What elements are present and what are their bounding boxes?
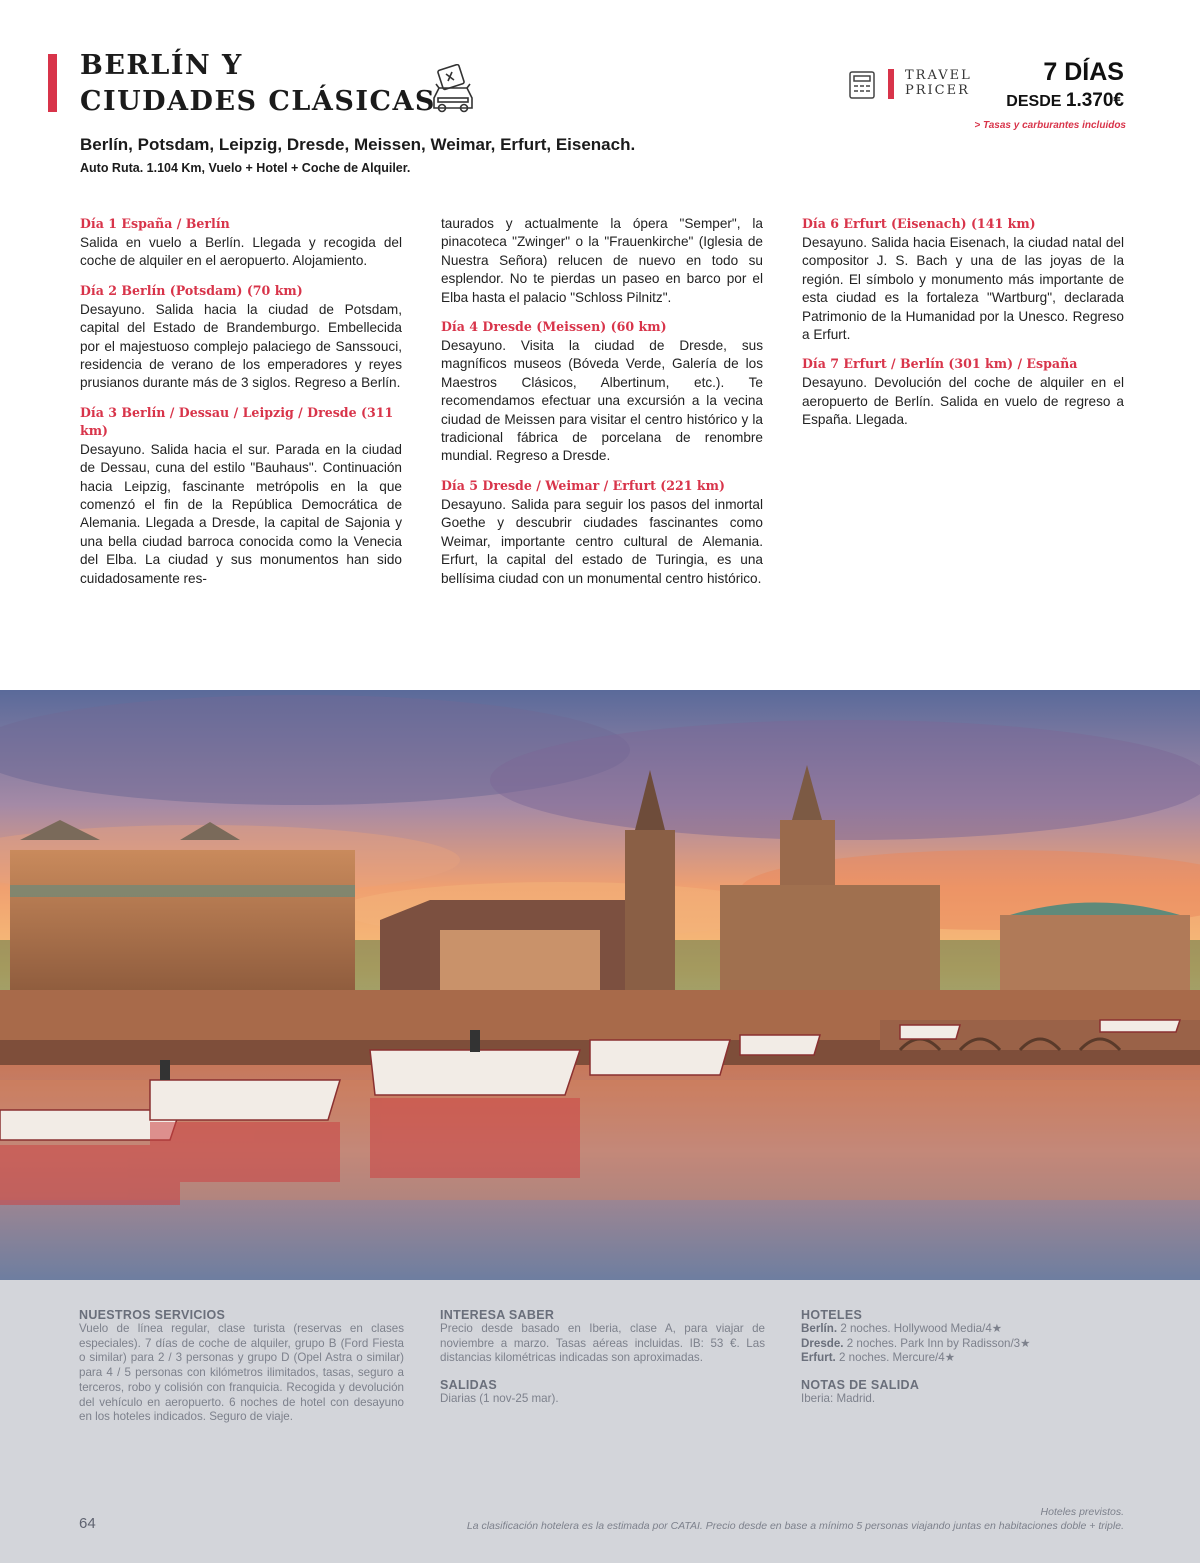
travel-pricer-label <box>905 68 972 98</box>
day-2-title: Día 2 Berlín (Potsdam) (70 km) <box>80 282 303 298</box>
day-7-title: Día 7 Erfurt / Berlín (301 km) / España <box>802 356 1078 372</box>
fly-drive-car-icon <box>426 64 480 116</box>
hotel-erfurt-text: 2 noches. Mercure/4★ <box>839 1351 956 1365</box>
page-number: 64 <box>79 1515 96 1532</box>
services-heading: NUESTROS SERVICIOS <box>79 1308 226 1322</box>
itinerary-column-2 <box>441 215 763 588</box>
hotel-dresde <box>801 1337 1126 1352</box>
day-3-title: Día 3 Berlín / Dessau / Leipzig / Dresde (311 km) <box>80 404 394 438</box>
day-4-text: Desayuno. Visita la ciudad de Dresde, sus magníficos museos (Bóveda Verde, Galería de los Maestros Clásicos, Albertinum, etc.). Te recomendamos efectuar una excursión a la vecina ciudad de Meissen para visitar el centro histórico y la tradicional fábrica de porcelana de renombre mundial. Regreso a Dresde. <box>441 338 763 464</box>
day-3-text-continued: taurados y actualmente la ópera "Semper", la pinacoteca "Zwinger" o la "Frauenkirche" (Iglesia de Nuestra Señora) relucen de nuevo en todo su esplendor. No te pierdas un paseo en barco por el Elba hasta el palacio "Schloss Pilnitz". <box>441 216 763 305</box>
hotel-erfurt-city: Erfurt. <box>801 1351 836 1365</box>
taxes-included-note: > Tasas y carburantes incluidos <box>974 120 1126 131</box>
day-1-text: Salida en vuelo a Berlín. Llegada y recogida del coche de alquiler en el aeropuerto. Alojamiento. <box>80 235 402 269</box>
hotel-dresde-text: 2 noches. Park Inn by Radisson/3★ <box>846 1336 1031 1350</box>
day-6-title: Día 6 Erfurt (Eisenach) (141 km) <box>802 216 1036 231</box>
day-6-text: Desayuno. Salida hacia Eisenach, la ciudad natal del compositor J. S. Bach y una de las joyas de la región. El símbolo y monumento más importante de esta ciudad es la fortaleza "Wartburg", declarada Patrimonio de la Humanidad por la Unesco. Regreso a Erfurt. <box>802 235 1124 343</box>
services-column <box>79 1308 404 1425</box>
hotel-dresde-city: Dresde. <box>801 1336 844 1350</box>
hotel-erfurt <box>801 1351 1126 1366</box>
services-text: Vuelo de línea regular, clase turista (reservas en clases especiales). 7 días de coche de alquiler, grupo B (Ford Fiesta o similar) para 2 / 3 personas y grupo D (Opel Astra o similar) para 4 / 5 personas con kilómetros ilimitados, tasas, seguro a terceros, robo y colisión con franquicia. Recogida y devolución del vehículo en aeropuerto. 6 noches de hotel con desayuno en los hoteles indicados. Seguro de viaje. <box>79 1322 404 1424</box>
pricer-line-2: PRICER <box>905 83 970 98</box>
interesa-column <box>440 1308 765 1407</box>
title-line-1: BERLÍN Y <box>80 50 243 81</box>
hotels-heading: HOTELES <box>801 1308 863 1322</box>
day-7-text: Desayuno. Devolución del coche de alquiler en el aeropuerto de Berlín. Salida en vuelo de regreso a España. Llegada. <box>802 375 1124 428</box>
price-prefix: DESDE <box>1006 93 1062 110</box>
hotel-berlin-text: 2 noches. Hollywood Media/4★ <box>840 1322 1003 1335</box>
hotel-berlin-city: Berlín. <box>801 1322 838 1335</box>
title-accent-bar <box>48 54 57 112</box>
day-2-text: Desayuno. Salida hacia la ciudad de Potsdam, capital del Estado de Brandemburgo. Embellecida por el majestuoso complejo palaciego de Sanssouci, residencia de verano de los emperadores y reyes prusianos durante más de 3 siglos. Regreso a Berlín. <box>80 301 402 391</box>
hotels-column <box>801 1308 1126 1407</box>
dresden-skyline-photo <box>0 690 1200 1280</box>
pricer-line-1: TRAVEL <box>905 68 972 83</box>
price-from <box>1006 90 1124 112</box>
page-title <box>80 48 436 120</box>
itinerary-column-1 <box>80 215 402 588</box>
day-5-text: Desayuno. Salida para seguir los pasos del inmortal Goethe y descubrir ciudades fascinantes como Weimar, importante centro cultural de Alemania. Erfurt, la capital del estado de Turingia, es una bellísima ciudad con un monumental centro histórico. <box>441 496 763 586</box>
trip-duration: 7 DÍAS <box>1043 58 1124 86</box>
salidas-heading: SALIDAS <box>440 1378 497 1393</box>
footer-note-classification: La clasificación hotelera es la estimada por CATAI. Precio desde en base a mínimo 5 personas viajando juntas en habitaciones doble + triple. <box>466 1520 1124 1532</box>
price-value: 1.370€ <box>1065 90 1124 111</box>
interesa-heading: INTERESA SABER <box>440 1308 555 1322</box>
pricer-calculator-icon <box>848 70 876 100</box>
trip-subtitle: Auto Ruta. 1.104 Km, Vuelo + Hotel + Coche de Alquiler. <box>80 161 411 175</box>
interesa-text: Precio desde basado en Iberia, clase A, para viajar de noviembre a marzo. Tasas aéreas incluidas. IB: 53 €. Las distancias kilométricas indicadas son aproximadas. <box>440 1322 765 1365</box>
salidas-text: Diarias (1 nov-25 mar). <box>440 1392 559 1406</box>
footer-note-hotels: Hoteles previstos. <box>1040 1506 1124 1518</box>
day-4-title: Día 4 Dresde (Meissen) (60 km) <box>441 319 667 335</box>
itinerary-column-3 <box>802 215 1124 430</box>
day-5-title: Día 5 Dresde / Weimar / Erfurt (221 km) <box>441 477 725 493</box>
cities-list: Berlín, Potsdam, Leipzig, Dresde, Meissen, Weimar, Erfurt, Eisenach. <box>80 135 636 154</box>
day-3-text: Desayuno. Salida hacia el sur. Parada en la ciudad de Dessau, cuna del estilo "Bauhaus". Continuación hacia Leipzig, fascinante metrópolis en la que comenzó el fin de la República Democrática de Alemania. Llegada a Dresde, la capital de Sajonia y una bella ciudad barroca conocida como la Venecia del Elba. La ciudad y sus monumentos han sido cuidadosamente res- <box>80 441 402 586</box>
notas-heading: NOTAS DE SALIDA <box>801 1378 920 1393</box>
title-line-2: CIUDADES CLÁSICAS <box>80 86 436 117</box>
hotel-berlin <box>801 1322 1126 1337</box>
pricer-accent-bar <box>888 69 894 99</box>
notas-text: Iberia: Madrid. <box>801 1392 876 1406</box>
day-1-title: Día 1 España / Berlín <box>80 216 230 231</box>
